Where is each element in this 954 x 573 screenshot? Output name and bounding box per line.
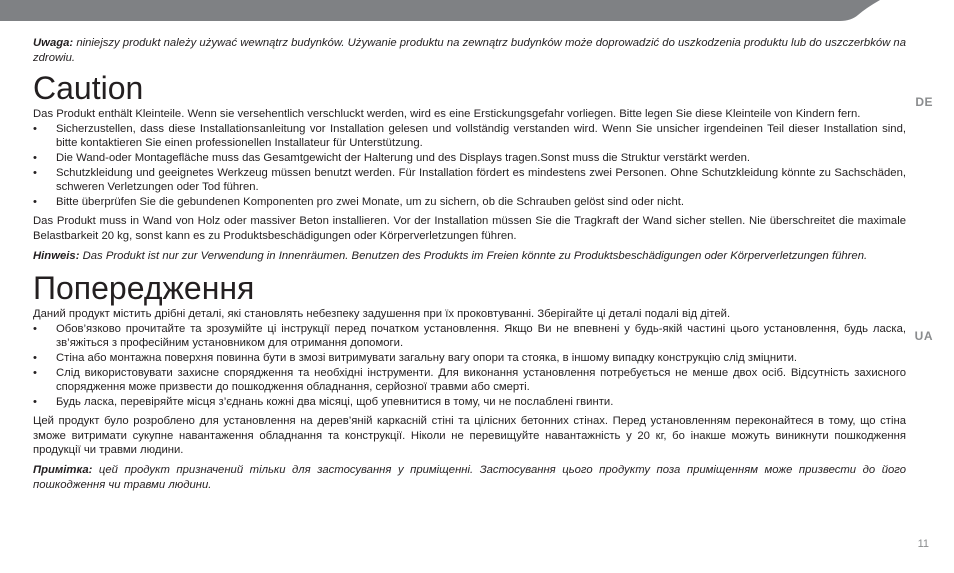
de-bullet-list [33, 122, 906, 210]
de-note [33, 249, 906, 264]
polish-note-label: Uwaga: [33, 37, 74, 49]
header-bar [0, 0, 954, 22]
ua-wall-paragraph: Цей продукт було розроблено для установлення на дерев’яній каркасній стіні та цілісних бетонних стінах. Перед установленням переконайтеся в тому, що стіна зможе витримати сукупне навантаження обладнання та конструкції. Ніколи не перевищуйте навантажність у 20 кг, бо інакше можуть виникнути пошкодження продукції чи травми людини. [33, 415, 906, 457]
page-number: 11 [917, 538, 929, 550]
list-item: • Стіна або монтажна поверхня повинна бути в змозі витримувати загальну вагу опори та стояка, в іншому випадку конструкцію слід зміцнити. [33, 351, 906, 366]
ua-intro: Даний продукт містить дрібні деталі, які становлять небезпеку задушення при їх проковтуванні. Зберігайте ці деталі подалі від дітей. [33, 308, 731, 321]
de-note-label: Hinweis: [33, 249, 80, 262]
de-intro: Das Produkt enthält Kleinteile. Wenn sie versehentlich verschluckt werden, wird es eine Erstickungsgefahr vorliegen. Bitte legen Sie diese Kleinteile von Kindern fern. [33, 108, 861, 121]
ua-note-text: цей продукт призначений тільки для застосування у приміщенні. Застосування цього продукту поза приміщенням може призвести до його пошкодження чи травми людини. [33, 464, 906, 491]
de-note-text: Das Produkt ist nur zur Verwendung in Innenräumen. Benutzen des Produkts im Freien könnte zu Produktsbeschädigungen oder Körperverletzungen führen. [79, 249, 868, 262]
list-item: • Будь ласка, перевіряйте місця з’єднань кожні два місяці, щоб упевнитися в тому, чи не послаблені гвинти. [33, 395, 906, 410]
language-tag-de: DE [915, 95, 933, 109]
heading-ua-warning: Попередження [33, 270, 255, 307]
list-item: • Обов’язково прочитайте та зрозумійте ці інструкції перед початком установлення. Якщо Ви не впевнені у будь-якій частині цього установлення, будь ласка, зв’яжіться з професійним установником для отримання допомоги. [33, 322, 906, 351]
heading-caution: Caution [33, 70, 144, 107]
ua-bullet-list [33, 322, 906, 410]
de-wall-paragraph: Das Produkt muss in Wand von Holz oder massiver Beton installieren. Vor der Installation müssen Sie die Tragkraft der Wand sicher stellen. Nie überschreitet die maximale Belastbarkeit 20 kg, sonst kann es zu Produktsbeschädigungen oder Körperverletzungen führen. [33, 215, 906, 242]
list-item: • Die Wand-oder Montagefläche muss das Gesamtgewicht der Halterung und des Displays tragen.Sonst muss die Struktur verstärkt werden. [33, 151, 906, 166]
header-bar-shape [0, 0, 954, 22]
document-body [33, 36, 906, 492]
list-item: • Schutzkleidung und geeignetes Werkzeug müssen benutzt werden. Für Installation fördert es mindestens zwei Personen. Ohne Schutzkleidung könnte zu Sachschäden, schweren Verletzungen oder Tod führen. [33, 166, 906, 195]
ua-note-label: Примітка: [33, 464, 93, 477]
list-item: • Sicherzustellen, dass diese Installationsanleitung vor Installation gelesen und vollständig verstanden wird. Wenn Sie unsicher irgendeinen Teil dieser Installation sind, bitte kontaktieren Sie einen professionellen Installateur für Unterstützung. [33, 122, 906, 151]
language-tag-ua: UA [914, 329, 933, 343]
polish-note [33, 36, 906, 65]
polish-note-text: niniejszy produkt należy używać wewnątrz budynków. Używanie produktu na zewnątrz budynków może doprowadzić do uszkodzenia produktu lub do uszczerbków na zdrowiu. [33, 37, 906, 64]
list-item: • Bitte überprüfen Sie die gebundenen Komponenten pro zwei Monate, um zu sichern, ob die Schrauben gelöst sind oder nicht. [33, 195, 906, 210]
list-item: • Слід використовувати захисне спорядження та необхідні інструменти. Для виконання установлення потребується не менше двох осіб. Відсутність захисного спорядження може призвести до пошкодження обладнання, серйозної травми або смерті. [33, 366, 906, 395]
ua-note [33, 463, 906, 492]
